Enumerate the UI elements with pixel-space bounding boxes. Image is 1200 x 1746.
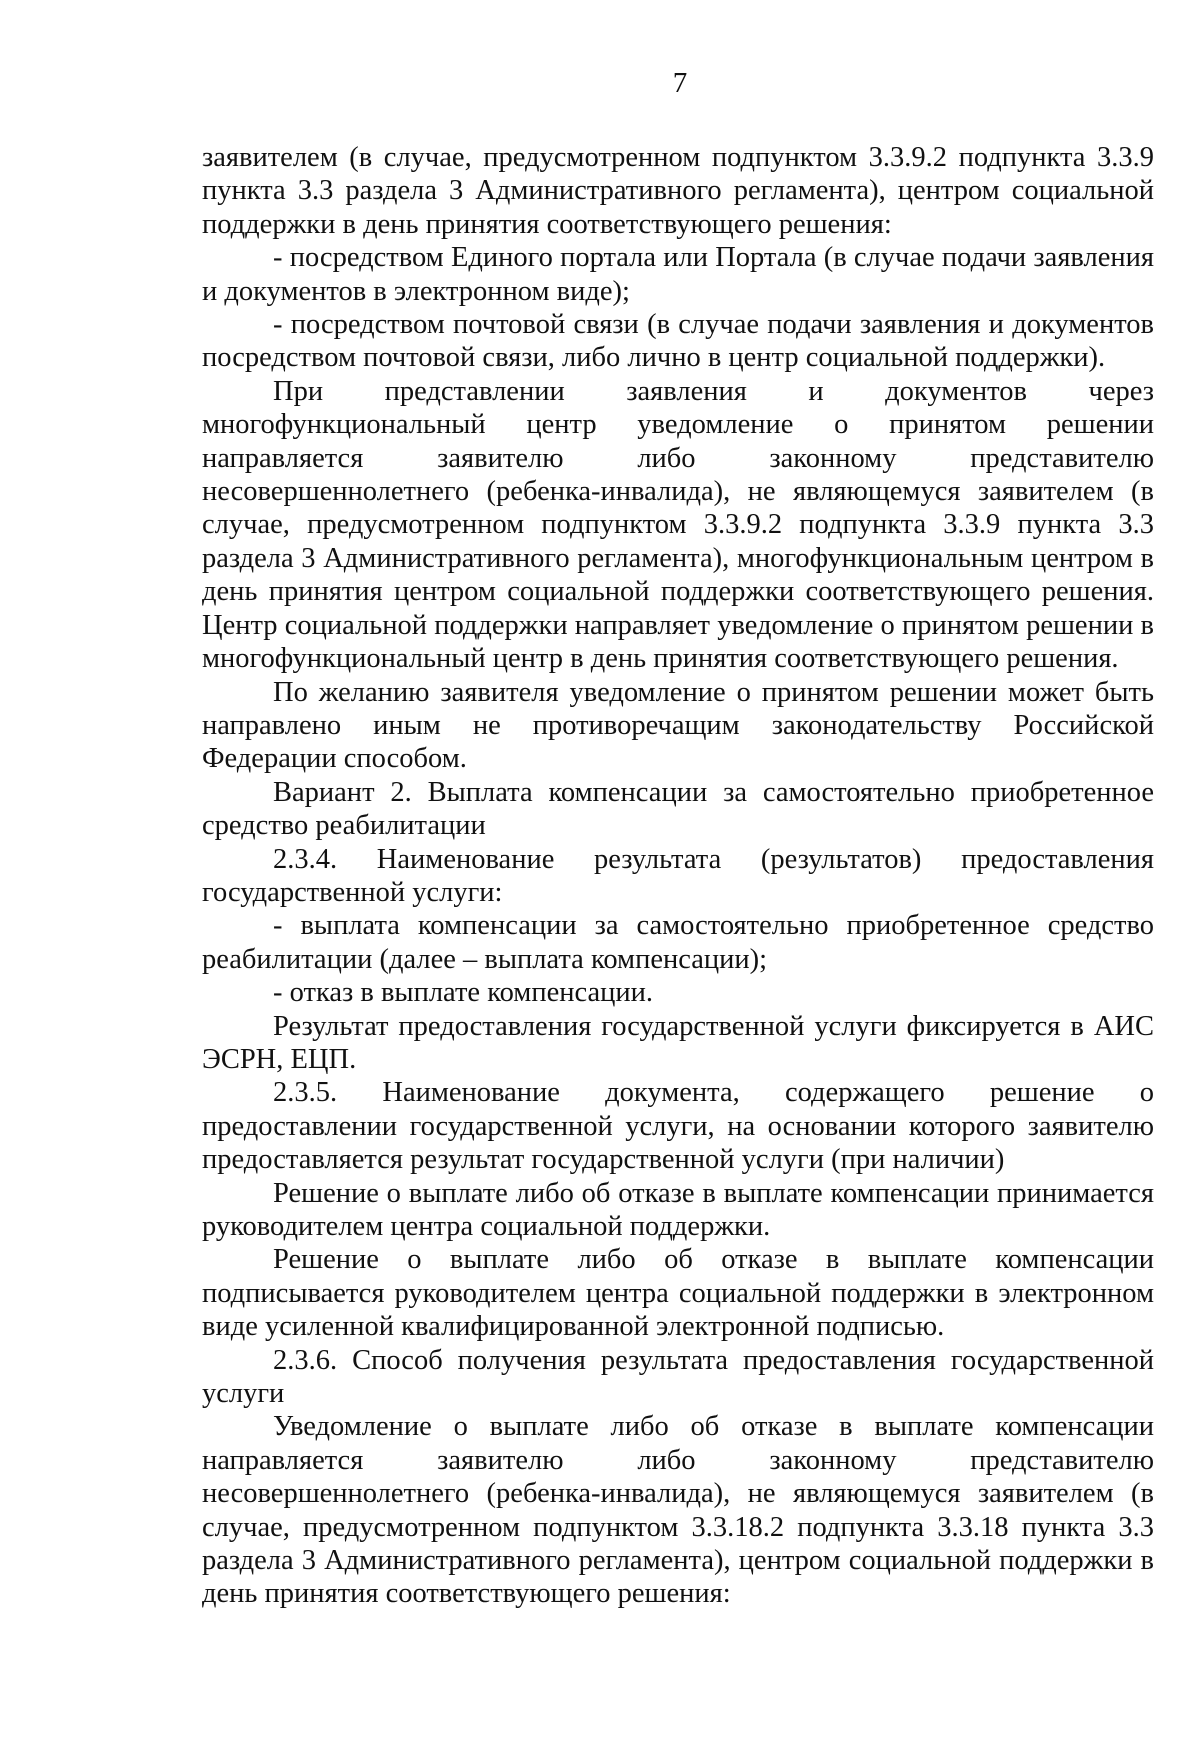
paragraph: Уведомление о выплате либо об отказе в выплате компенсации направляется заявителю либо законному представителю несовершеннолетнего (ребенка-инвалида), не являющемуся заявителем (в случае, предусмотренном подпунктом 3.3.18.2 подпункта 3.3.18 пункта 3.3 раздела 3 Административного регламента), центром социальной поддержки в день принятия соответствующего решения: — [202, 1411, 1154, 1610]
paragraph: По желанию заявителя уведомление о принятом решении может быть направлено иным не противоречащим законодательству Российской Федерации способом. — [202, 676, 1154, 775]
section-heading: 2.3.5. Наименование документа, содержащего решение о предоставлении государственной услуги, на основании которого заявителю предоставляется результат государственной услуги (при наличии) — [202, 1077, 1154, 1176]
paragraph: Решение о выплате либо об отказе в выплате компенсации подписывается руководителем центра социальной поддержки в электронном виде усиленной квалифицированной электронной подписью. — [202, 1244, 1154, 1343]
list-item-paragraph: - посредством Единого портала или Портала (в случае подачи заявления и документов в электронном виде); — [202, 242, 1154, 307]
section-heading: 2.3.6. Способ получения результата предоставления государственной услуги — [202, 1344, 1154, 1410]
page-number: 7 — [672, 67, 688, 99]
list-item-paragraph: - посредством почтовой связи (в случае подачи заявления и документов посредством почтовой связи, либо лично в центр социальной поддержки). — [202, 309, 1154, 374]
section-heading: 2.3.4. Наименование результата (результатов) предоставления государственной услуги: — [202, 843, 1154, 908]
document-body — [202, 141, 1154, 1611]
section-heading: Вариант 2. Выплата компенсации за самостоятельно приобретенное средство реабилитации — [202, 776, 1154, 842]
paragraph: Результат предоставления государственной услуги фиксируется в АИС ЭСРН, ЕЦП. — [202, 1010, 1154, 1075]
list-item-paragraph: - отказ в выплате компенсации. — [273, 977, 654, 1009]
paragraph: заявителем (в случае, предусмотренном подпунктом 3.3.9.2 подпункта 3.3.9 пункта 3.3 раздела 3 Административного регламента), центром социальной поддержки в день принятия соответствующего решения: — [202, 142, 1154, 240]
paragraph: При представлении заявления и документов через многофункциональный центр уведомление о принятом решении направляется заявителю либо законному представителю несовершеннолетнего (ребенка-инвалида), не являющемуся заявителем (в случае, предусмотренном подпунктом 3.3.9.2 подпункта 3.3.9 пункта 3.3 раздела 3 Административного регламента), многофункциональным центром в день принятия центром социальной поддержки соответствующего решения. Центр социальной поддержки направляет уведомление о принятом решении в многофункциональный центр в день принятия соответствующего решения. — [202, 375, 1154, 675]
list-item-paragraph: - выплата компенсации за самостоятельно приобретенное средство реабилитации (далее – выплата компенсации); — [202, 910, 1154, 975]
paragraph: Решение о выплате либо об отказе в выплате компенсации принимается руководителем центра социальной поддержки. — [202, 1177, 1154, 1242]
